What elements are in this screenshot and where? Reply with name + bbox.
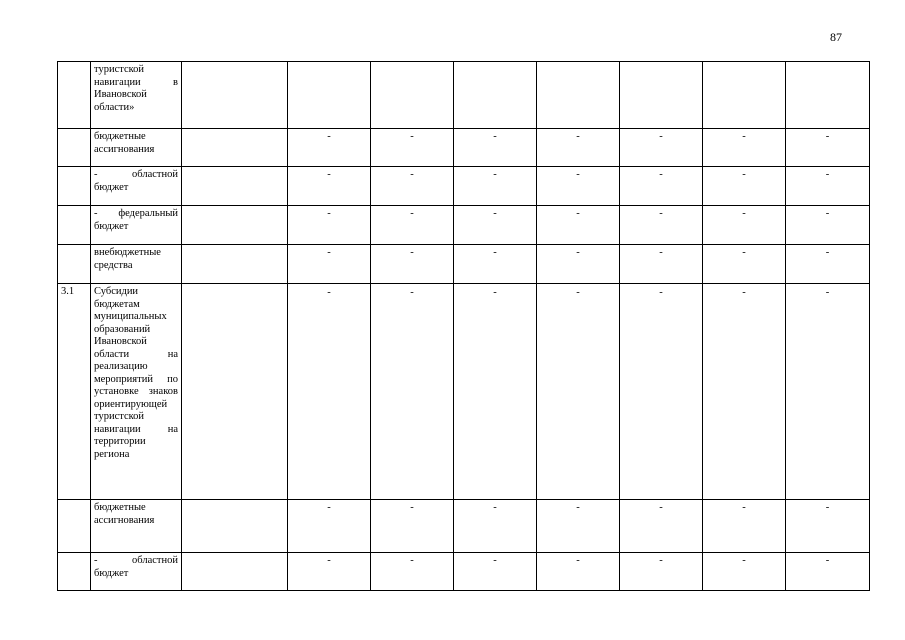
value-cell: - xyxy=(454,245,537,284)
value-cell: - xyxy=(537,206,620,245)
value-cell: - xyxy=(703,206,786,245)
value-cell: - xyxy=(786,553,870,591)
row-number xyxy=(58,500,91,553)
row-name: бюджетные ассигнования xyxy=(91,129,182,167)
value-cell: - xyxy=(288,284,371,500)
value-cell: - xyxy=(620,553,703,591)
value-cell: - xyxy=(371,167,454,206)
value-cell: - xyxy=(703,245,786,284)
value-cell: - xyxy=(371,553,454,591)
amount-cell xyxy=(182,553,288,591)
value-cell: - xyxy=(454,167,537,206)
row-number xyxy=(58,206,91,245)
row-number xyxy=(58,553,91,591)
row-name: - федеральный бюджет xyxy=(91,206,182,245)
row-name: туристской навигации в Ивановской области» xyxy=(91,62,182,129)
table-row xyxy=(58,62,870,129)
value-cell: - xyxy=(288,167,371,206)
value-cell: - xyxy=(288,500,371,553)
value-cell: - xyxy=(288,206,371,245)
row-number xyxy=(58,129,91,167)
row-number xyxy=(58,62,91,129)
value-cell xyxy=(620,62,703,129)
value-cell: - xyxy=(703,167,786,206)
value-cell: - xyxy=(620,284,703,500)
value-cell xyxy=(703,62,786,129)
row-name: - областной бюджет xyxy=(91,167,182,206)
value-cell: - xyxy=(537,500,620,553)
value-cell xyxy=(537,62,620,129)
value-cell xyxy=(454,62,537,129)
value-cell: - xyxy=(371,500,454,553)
amount-cell xyxy=(182,284,288,500)
value-cell: - xyxy=(454,500,537,553)
value-cell: - xyxy=(454,284,537,500)
value-cell: - xyxy=(537,245,620,284)
value-cell: - xyxy=(620,245,703,284)
value-cell: - xyxy=(786,284,870,500)
amount-cell xyxy=(182,500,288,553)
table-row xyxy=(58,129,870,167)
value-cell: - xyxy=(786,167,870,206)
value-cell xyxy=(288,62,371,129)
value-cell xyxy=(371,62,454,129)
value-cell: - xyxy=(537,129,620,167)
value-cell: - xyxy=(620,167,703,206)
row-name: внебюджетные средства xyxy=(91,245,182,284)
value-cell: - xyxy=(620,129,703,167)
row-name: бюджетные ассигнования xyxy=(91,500,182,553)
value-cell: - xyxy=(371,129,454,167)
value-cell: - xyxy=(288,553,371,591)
amount-cell xyxy=(182,167,288,206)
row-number: 3.1 xyxy=(58,284,91,500)
row-number xyxy=(58,245,91,284)
value-cell: - xyxy=(454,553,537,591)
page-number: 87 xyxy=(830,30,842,44)
amount-cell xyxy=(182,206,288,245)
value-cell: - xyxy=(786,245,870,284)
value-cell: - xyxy=(288,245,371,284)
value-cell: - xyxy=(703,284,786,500)
value-cell: - xyxy=(371,284,454,500)
table-row xyxy=(58,206,870,245)
value-cell xyxy=(786,62,870,129)
value-cell: - xyxy=(537,284,620,500)
value-cell: - xyxy=(371,206,454,245)
value-cell: - xyxy=(786,129,870,167)
table-row xyxy=(58,167,870,206)
row-number xyxy=(58,167,91,206)
amount-cell xyxy=(182,62,288,129)
value-cell: - xyxy=(786,206,870,245)
budget-table xyxy=(57,61,870,591)
value-cell: - xyxy=(454,206,537,245)
value-cell: - xyxy=(620,206,703,245)
value-cell: - xyxy=(703,129,786,167)
row-name: Субсидии бюджетам муниципальных образований Ивановской области на реализацию мероприятий по установке знаков ориентирующей туристской навигации на территории региона xyxy=(91,284,182,500)
amount-cell xyxy=(182,129,288,167)
value-cell: - xyxy=(620,500,703,553)
value-cell: - xyxy=(703,553,786,591)
value-cell: - xyxy=(703,500,786,553)
value-cell: - xyxy=(371,245,454,284)
row-name: - областной бюджет xyxy=(91,553,182,591)
amount-cell xyxy=(182,245,288,284)
table-row xyxy=(58,245,870,284)
value-cell: - xyxy=(454,129,537,167)
table-row xyxy=(58,500,870,553)
table-row xyxy=(58,553,870,591)
table-row xyxy=(58,284,870,500)
value-cell: - xyxy=(537,553,620,591)
value-cell: - xyxy=(786,500,870,553)
value-cell: - xyxy=(537,167,620,206)
value-cell: - xyxy=(288,129,371,167)
